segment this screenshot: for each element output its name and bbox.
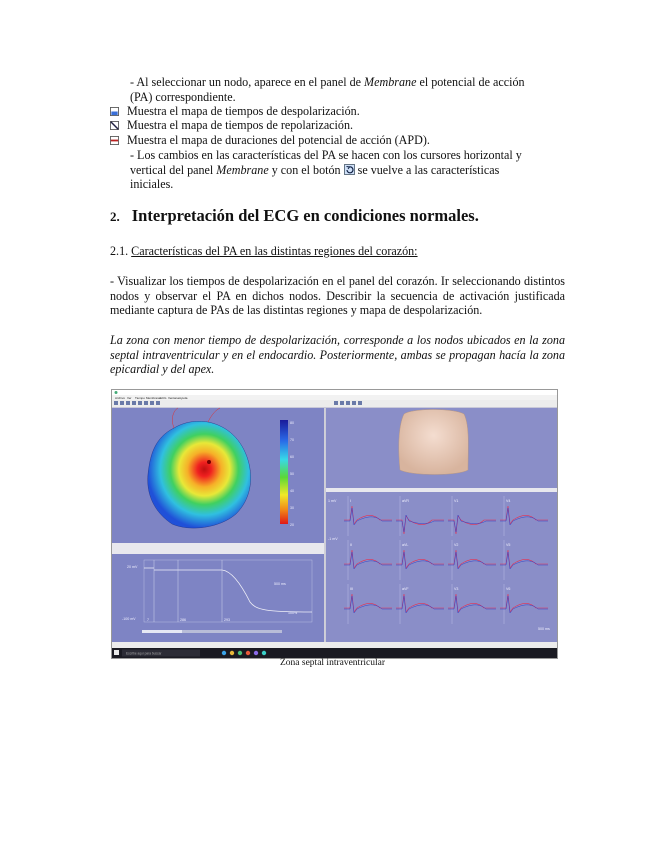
toolbar-button[interactable]	[358, 401, 362, 405]
svg-text:20 mV: 20 mV	[127, 565, 138, 569]
depolarization-map-icon	[110, 107, 119, 116]
app-icon[interactable]	[238, 651, 242, 655]
svg-text:-1 mV: -1 mV	[328, 537, 338, 541]
app-icon[interactable]	[222, 651, 226, 655]
toolbar-button[interactable]	[114, 401, 118, 405]
toolbar-button[interactable]	[340, 401, 344, 405]
svg-text:40: 40	[290, 489, 294, 493]
toolbar-button[interactable]	[334, 401, 338, 405]
cursor-text: - Los cambios en las características del PA se hacen con los cursores horizontal y vertical del panel Membrane y con el botón se vuelve a las características iniciales.	[130, 148, 522, 191]
membrane-slider-thumb[interactable]	[142, 630, 182, 633]
menu-item[interactable]: Archivo	[115, 396, 126, 400]
toolbar-button[interactable]	[352, 401, 356, 405]
svg-text:70: 70	[290, 438, 294, 442]
software-screenshot	[111, 389, 558, 659]
svg-text:500 ms: 500 ms	[538, 627, 550, 631]
toolbar-button[interactable]	[150, 401, 154, 405]
windows-start-icon[interactable]	[114, 650, 119, 655]
menu-item[interactable]: Ayuda	[179, 396, 188, 400]
ecg-lead-label: V5	[506, 543, 511, 547]
svg-text:Escribe aquí para buscar: Escribe aquí para buscar	[126, 651, 162, 656]
toolbar-button[interactable]	[156, 401, 160, 405]
toolbar-button[interactable]	[132, 401, 136, 405]
reset-icon	[344, 164, 355, 175]
ecg-lead-label: aVL	[402, 543, 409, 547]
subsection-heading: 2.1. Características del PA en las distintas regiones del corazón:	[110, 244, 418, 258]
heart-depolarization-map[interactable]	[148, 421, 251, 528]
ecg-lead-label: III	[350, 587, 353, 591]
ecg-lead-label: aVR	[402, 499, 409, 503]
svg-text:500 ms: 500 ms	[274, 582, 286, 586]
ecg-lead-label: V4	[506, 499, 511, 503]
svg-text:1 mV: 1 mV	[328, 499, 337, 503]
svg-text:100%: 100%	[288, 611, 298, 615]
svg-text:50: 50	[290, 472, 294, 476]
icon-item-repolarization: Muestra el mapa de tiempos de repolarización.	[110, 118, 353, 133]
svg-text:293: 293	[224, 618, 230, 622]
figure-caption: Zona septal intraventricular	[280, 658, 385, 668]
app-icon[interactable]	[230, 651, 234, 655]
ecg-lead-label: V2	[454, 543, 459, 547]
node-selection-text: - Al seleccionar un nodo, aparece en el panel de Membrane el potencial de acción (PA) correspondiente.	[130, 75, 525, 104]
ecg-panel[interactable]	[326, 492, 557, 642]
color-scale-bar	[280, 420, 288, 524]
toolbar-button[interactable]	[120, 401, 124, 405]
repolarization-map-icon	[110, 121, 119, 130]
menu-item[interactable]: Tiempo	[135, 396, 145, 400]
ecg-lead-label: V1	[454, 499, 459, 503]
menu-item[interactable]: Ventana	[168, 396, 180, 400]
selected-node[interactable]	[207, 460, 211, 464]
ecg-lead-label: V3	[454, 587, 459, 591]
screenshot-canvas	[112, 390, 557, 658]
svg-text:7: 7	[147, 618, 149, 622]
toolbar-button[interactable]	[126, 401, 130, 405]
ecg-lead-label: II	[350, 543, 352, 547]
app-icon[interactable]	[262, 651, 266, 655]
menu-item[interactable]: Membrana	[146, 396, 161, 400]
answer-paragraph: La zona con menor tiempo de despolarización, corresponde a los nodos ubicados en la zona septal intraventricular y en el endocardio. Posteriormente, ambas se propagan hacía la zona epicardial y del apex.	[110, 333, 565, 376]
svg-text:20: 20	[290, 523, 294, 527]
svg-text:60: 60	[290, 455, 294, 459]
ecg-lead-label: V6	[506, 587, 511, 591]
app-icon[interactable]	[246, 651, 250, 655]
toolbar-button[interactable]	[144, 401, 148, 405]
icon-item-depolarization: Muestra el mapa de tiempos de despolarización.	[110, 104, 360, 119]
icon-item-apd: Muestra el mapa de duraciones del potencial de acción (APD).	[110, 133, 430, 148]
toolbar-button[interactable]	[346, 401, 350, 405]
ecg-lead-label: aVF	[402, 587, 409, 591]
svg-text:80: 80	[290, 421, 294, 425]
menu-item[interactable]: Ver	[127, 396, 132, 400]
toolbar-button[interactable]	[138, 401, 142, 405]
svg-text:286: 286	[180, 618, 186, 622]
menu-item[interactable]: ECG	[160, 396, 167, 400]
ecg-lead-label: I	[350, 499, 351, 503]
task-paragraph: - Visualizar los tiempos de despolarización en el panel del corazón. Ir seleccionando distintos nodos y observar el PA en dichos nodos. Describir la secuencia de activación justificada mediante captura de PAs de las distintas regiones y mapa de despolarización.	[110, 274, 565, 317]
app-icon[interactable]	[254, 651, 258, 655]
section-heading: 2. Interpretación del ECG en condiciones normales.	[110, 206, 479, 225]
torso-model[interactable]	[399, 410, 469, 475]
svg-text:30: 30	[290, 506, 294, 510]
apd-map-icon	[110, 136, 119, 145]
svg-text:-100 mV: -100 mV	[122, 617, 136, 621]
